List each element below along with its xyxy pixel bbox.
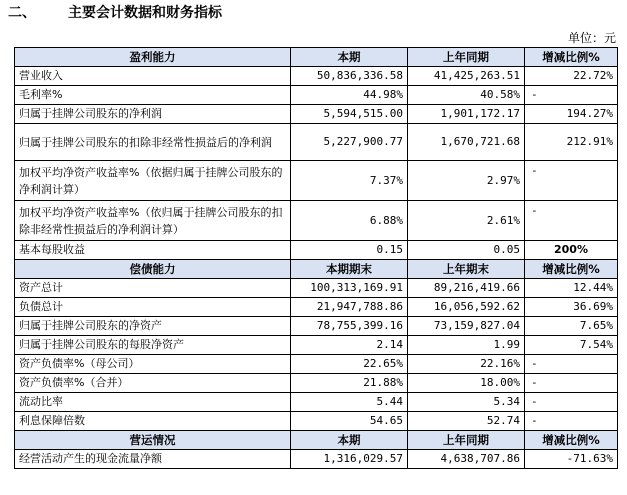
table-row xyxy=(15,298,618,317)
table-row xyxy=(15,241,618,260)
row-label: 营业收入 xyxy=(15,67,291,86)
profit-header-row xyxy=(15,48,618,67)
table-row xyxy=(15,124,618,161)
table-row xyxy=(15,393,618,412)
financial-data-table xyxy=(14,47,618,469)
row-label: 负债总计 xyxy=(15,298,291,317)
header-cell: 本期期末 xyxy=(291,260,408,279)
table-row xyxy=(15,336,618,355)
table-row xyxy=(15,450,618,469)
table-row xyxy=(15,201,618,241)
section-number: 二、 xyxy=(8,5,36,21)
change-value: 7.65% xyxy=(525,317,618,336)
current-value: 54.65 xyxy=(291,412,408,431)
current-value: 21,947,788.86 xyxy=(291,298,408,317)
operations-header-row xyxy=(15,431,618,450)
current-value: 7.37% xyxy=(291,161,408,201)
row-label: 毛利率% xyxy=(15,86,291,105)
current-value: 50,836,336.58 xyxy=(291,67,408,86)
section-title: 主要会计数据和财务指标 xyxy=(68,5,222,21)
table-row xyxy=(15,317,618,336)
previous-value: 16,056,592.62 xyxy=(408,298,525,317)
previous-value: 2.61% xyxy=(408,201,525,241)
row-label: 归属于挂牌公司股东的净资产 xyxy=(15,317,291,336)
previous-value: 5.34 xyxy=(408,393,525,412)
previous-value: 52.74 xyxy=(408,412,525,431)
solvency-header-row xyxy=(15,260,618,279)
change-value: -71.63% xyxy=(525,450,618,469)
table-row xyxy=(15,412,618,431)
change-value: - xyxy=(525,412,618,431)
table-row xyxy=(15,355,618,374)
change-value: - xyxy=(525,393,618,412)
section-heading xyxy=(8,2,222,24)
previous-value: 1,670,721.68 xyxy=(408,124,525,161)
row-label: 加权平均净资产收益率%（依据归属于挂牌公司股东的净利润计算） xyxy=(15,161,291,201)
change-value: - xyxy=(525,201,618,241)
current-value: 5,594,515.00 xyxy=(291,105,408,124)
change-value: - xyxy=(525,374,618,393)
header-cell: 上年同期 xyxy=(408,431,525,450)
previous-value: 22.16% xyxy=(408,355,525,374)
table-row xyxy=(15,374,618,393)
change-value: 200% xyxy=(525,241,618,260)
row-label: 归属于挂牌公司股东的净利润 xyxy=(15,105,291,124)
previous-value: 1.99 xyxy=(408,336,525,355)
header-cell: 上年同期 xyxy=(408,48,525,67)
current-value: 44.98% xyxy=(291,86,408,105)
previous-value: 1,901,172.17 xyxy=(408,105,525,124)
change-value: 7.54% xyxy=(525,336,618,355)
header-cell: 盈利能力 xyxy=(15,48,291,67)
table-row xyxy=(15,105,618,124)
current-value: 78,755,399.16 xyxy=(291,317,408,336)
current-value: 21.88% xyxy=(291,374,408,393)
current-value: 22.65% xyxy=(291,355,408,374)
change-value: 12.44% xyxy=(525,279,618,298)
row-label: 流动比率 xyxy=(15,393,291,412)
row-label: 资产负债率%（母公司） xyxy=(15,355,291,374)
row-label: 资产总计 xyxy=(15,279,291,298)
previous-value: 18.00% xyxy=(408,374,525,393)
header-cell: 本期 xyxy=(291,431,408,450)
unit-label: 单位：元 xyxy=(567,31,616,45)
current-value: 2.14 xyxy=(291,336,408,355)
previous-value: 73,159,827.04 xyxy=(408,317,525,336)
table-row xyxy=(15,161,618,201)
previous-value: 89,216,419.66 xyxy=(408,279,525,298)
change-value: - xyxy=(525,161,618,201)
table-row xyxy=(15,86,618,105)
row-label: 归属于挂牌公司股东的每股净资产 xyxy=(15,336,291,355)
header-cell: 增减比例% xyxy=(525,431,618,450)
row-label: 利息保障倍数 xyxy=(15,412,291,431)
previous-value: 0.05 xyxy=(408,241,525,260)
row-label: 归属于挂牌公司股东的扣除非经常性损益后的净利润 xyxy=(15,124,291,161)
current-value: 1,316,029.57 xyxy=(291,450,408,469)
header-cell: 增减比例% xyxy=(525,260,618,279)
change-value: - xyxy=(525,355,618,374)
row-label: 加权平均净资产收益率%（依归属于挂牌公司股东的扣除非经常性损益后的净利润计算） xyxy=(15,201,291,241)
change-value: 36.69% xyxy=(525,298,618,317)
previous-value: 2.97% xyxy=(408,161,525,201)
previous-value: 41,425,263.51 xyxy=(408,67,525,86)
current-value: 100,313,169.91 xyxy=(291,279,408,298)
row-label: 经营活动产生的现金流量净额 xyxy=(15,450,291,469)
header-cell: 本期 xyxy=(291,48,408,67)
current-value: 5,227,900.77 xyxy=(291,124,408,161)
header-cell: 营运情况 xyxy=(15,431,291,450)
change-value: - xyxy=(525,86,618,105)
header-cell: 增减比例% xyxy=(525,48,618,67)
header-cell: 偿债能力 xyxy=(15,260,291,279)
current-value: 6.88% xyxy=(291,201,408,241)
table-row xyxy=(15,67,618,86)
change-value: 194.27% xyxy=(525,105,618,124)
current-value: 5.44 xyxy=(291,393,408,412)
current-value: 0.15 xyxy=(291,241,408,260)
row-label: 基本每股收益 xyxy=(15,241,291,260)
row-label: 资产负债率%（合并） xyxy=(15,374,291,393)
previous-value: 4,638,707.86 xyxy=(408,450,525,469)
change-value: 22.72% xyxy=(525,67,618,86)
table-row xyxy=(15,279,618,298)
change-value: 212.91% xyxy=(525,124,618,161)
header-cell: 上年期末 xyxy=(408,260,525,279)
previous-value: 40.58% xyxy=(408,86,525,105)
